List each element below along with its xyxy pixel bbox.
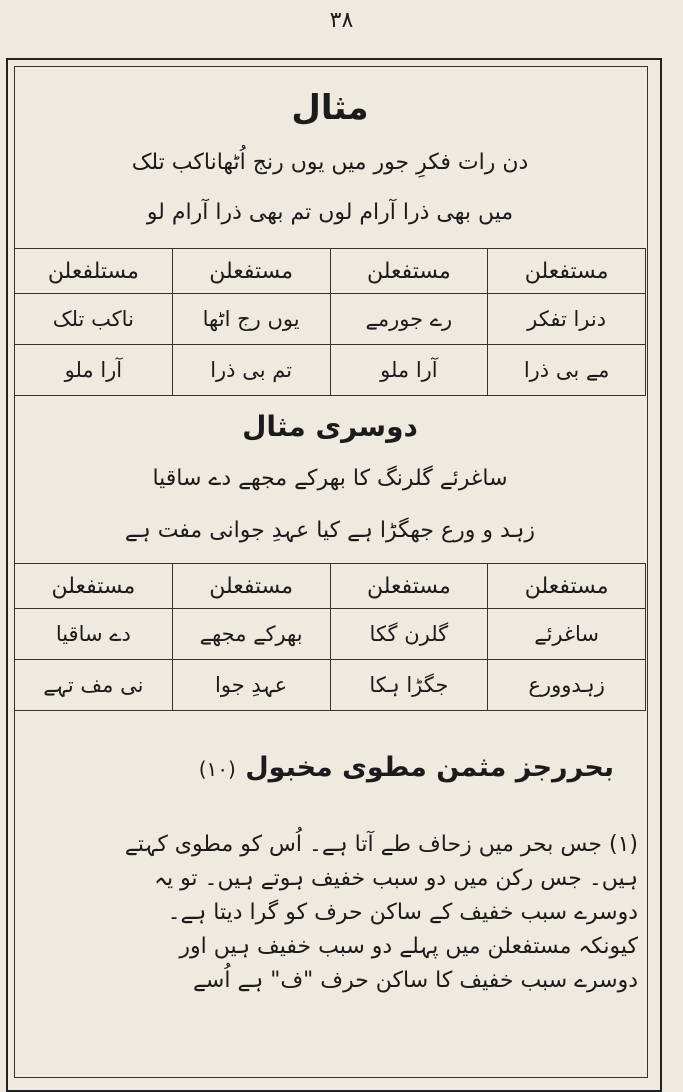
scansion-cell: آرا ملو	[330, 345, 488, 396]
table-row	[15, 660, 646, 711]
scansion-cell: رے جورمے	[330, 294, 488, 345]
example-1-title: مثال	[291, 88, 369, 128]
scansion-cell: گلرن گکا	[330, 609, 488, 660]
table-row	[15, 345, 646, 396]
scansion-cell: نی مف تہے	[15, 660, 173, 711]
section-paragraph	[22, 828, 638, 998]
meter-header: مستفعلن	[488, 564, 646, 609]
scansion-cell: عہدِ جوا	[172, 660, 330, 711]
scansion-cell: دنرا تفکر	[488, 294, 646, 345]
example-2-verse-line-2: زہد و ورع جھگڑا ہے کیا عہدِ جوانی مفت ہے	[124, 518, 536, 543]
scansion-cell: ناکب تلک	[15, 294, 173, 345]
scansion-cell: جگڑا ہکا	[330, 660, 488, 711]
example-2-verse-line-1: ساغرئے گلرنگ کا بھرکے مجھے دے ساقیا	[152, 466, 508, 491]
meter-header: مستفعلن	[172, 249, 330, 294]
meter-header: مستفعلن	[15, 564, 173, 609]
table-header-row	[15, 249, 646, 294]
paragraph-line: دوسرے سبب خفیف کے ساکن حرف کو گرا دیتا ہے۔	[167, 900, 638, 925]
meter-header: مستفعلن	[172, 564, 330, 609]
meter-header: مستفعلن	[488, 249, 646, 294]
scansion-cell: بھرکے مجھے	[172, 609, 330, 660]
example-1-verse-line-1: دن رات فکرِ جور میں یوں رنج اُٹھاناکب تلک	[131, 150, 529, 175]
scansion-cell: زہدوورع	[488, 660, 646, 711]
scansion-cell: یوں رج اٹھا	[172, 294, 330, 345]
example-1-verse-line-2: میں بھی ذرا آرام لوں تم بھی ذرا آرام لو	[146, 200, 514, 225]
scansion-cell: دے ساقیا	[15, 609, 173, 660]
scansion-cell: ساغرئے	[488, 609, 646, 660]
table-row	[15, 609, 646, 660]
meter-header: مستلفعلن	[15, 249, 173, 294]
table-row	[15, 294, 646, 345]
example-2-meter-table	[14, 563, 646, 711]
meter-header: مستفعلن	[330, 564, 488, 609]
paragraph-line: ہیں۔ جس رکن میں دو سبب خفیف ہوتے ہیں۔ تو یہ	[154, 866, 638, 891]
meter-header: مستفعلن	[330, 249, 488, 294]
page-number: ۳۸	[329, 8, 354, 33]
paragraph-line: (۱) جس بحر میں زحاف طے آتا ہے۔ اُس کو مطوی کہتے	[124, 832, 638, 857]
scansion-cell: آرا ملو	[15, 345, 173, 396]
table-header-row	[15, 564, 646, 609]
section-heading	[14, 752, 628, 783]
example-2-title: دوسری مثال	[242, 410, 418, 443]
paragraph-line: دوسرے سبب خفیف کا ساکن حرف "ف" ہے اُسے	[193, 968, 638, 993]
section-heading-text: بحررجز مثمن مطوی مخبول	[245, 752, 614, 783]
section-number: (۱۰)	[198, 757, 236, 781]
scansion-cell: مے بی ذرا	[488, 345, 646, 396]
example-1-meter-table	[14, 248, 646, 396]
scansion-cell: تم بی ذرا	[172, 345, 330, 396]
paragraph-line: کیونکہ مستفعلن میں پہلے دو سبب خفیف ہیں اور	[179, 934, 638, 959]
